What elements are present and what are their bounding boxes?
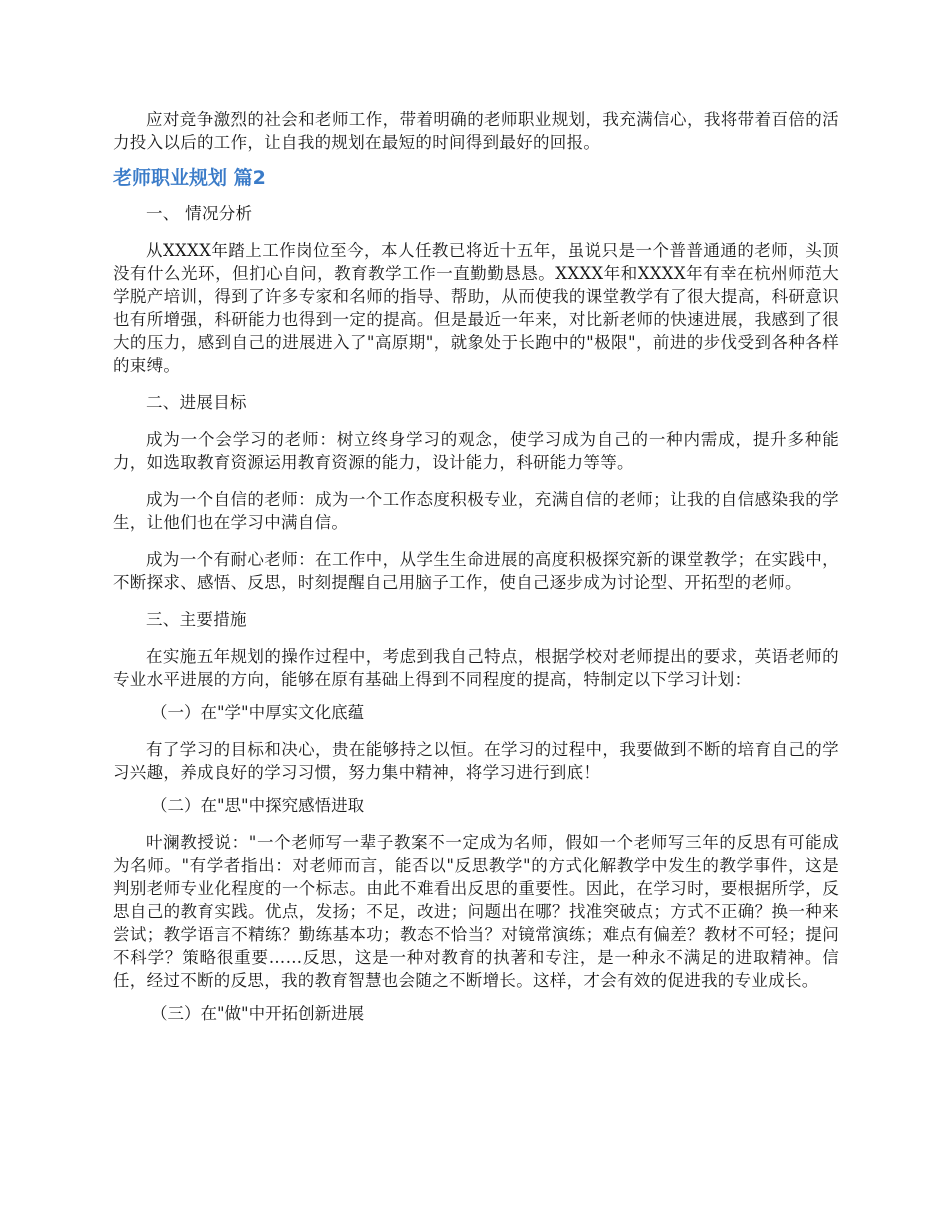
section-title-goals: 二、进展目标 <box>146 393 247 412</box>
paragraph-think: 叶澜教授说："一个老师写一辈子教案不一定成为名师，假如一个老师写三年的反思有可能成为名师。"有学者指出：对老师而言，能否以"反思教学"的方式化解教学中发生的教学事件，这是判别老师专业化程度的一个标志。由此不难看出反思的重要性。因此，在学习时，要根据所学，反思自己的教育实践。优点，发扬；不足，改进；问题出在哪？找准突破点；方式不正确？换一种来尝试；教学语言不精练？勤练基本功；教态不恰当？对镜常演练；难点有偏差？教材不可轻；提问不科学？策略很重要……反思，这是一种对教育的执著和专注，是一种永不满足的进取精神。信任，经过不断的反思，我的教育智慧也会随之不断增长。这样，才会有效的促进我的专业成长。 <box>113 833 839 990</box>
paragraph-learn: 有了学习的目标和决心，贵在能够持之以恒。在学习的过程中，我要做到不断的培育自己的学习兴趣，养成良好的学习习惯，努力集中精神，将学习进行到底！ <box>113 740 839 782</box>
paragraph-situation: 从XXXX年踏上工作岗位至今，本人任教已将近十五年，虽说只是一个普普通通的老师，头顶没有什么光环，但扪心自问，教育教学工作一直勤勤恳恳。XXXX年和XXXX年有幸在杭州师范大学脱产培训，得到了许多专家和名师的指导、帮助，从而使我的课堂教学有了很大提高，科研意识也有所增强，科研能力也得到一定的提高。但是最近一年来，对比新老师的快速进展，我感到了很大的压力，感到自己的进展进入了"高原期"，就象处于长跑中的"极限"，前进的步伐受到各种各样的束缚。 <box>113 241 839 375</box>
subsection-title-think: （二）在"思"中探究感悟进取 <box>150 796 365 815</box>
subsection-title-do: （三）在"做"中开拓创新进展 <box>150 1004 365 1023</box>
subsection-title-learn: （一）在"学"中厚实文化底蕴 <box>150 703 365 722</box>
section-heading: 老师职业规划 篇2 <box>113 167 266 189</box>
paragraph-goal-confident: 成为一个自信的老师：成为一个工作态度积极专业，充满自信的老师；让我的自信感染我的学生，让他们也在学习中满自信。 <box>113 490 839 532</box>
paragraph-goal-learning: 成为一个会学习的老师：树立终身学习的观念，使学习成为自己的一种内需成，提升多种能力，如选取教育资源运用教育资源的能力，设计能力，科研能力等等。 <box>113 430 839 472</box>
intro-paragraph: 应对竞争激烈的社会和老师工作，带着明确的老师职业规划，我充满信心，我将带着百倍的活力投入以后的工作，让自我的规划在最短的时间得到最好的回报。 <box>113 110 839 152</box>
section-title-measures: 三、主要措施 <box>146 610 247 629</box>
paragraph-measures: 在实施五年规划的操作过程中，考虑到我自己特点，根据学校对老师提出的要求，英语老师的专业水平进展的方向，能够在原有基础上得到不同程度的提高，特制定以下学习计划： <box>113 647 839 689</box>
document-page <box>113 108 839 1025</box>
section-title-situation: 一、 情况分析 <box>146 204 253 223</box>
paragraph-goal-patient: 成为一个有耐心老师：在工作中，从学生生命进展的高度积极探究新的课堂教学；在实践中，不断探求、感悟、反思，时刻提醒自己用脑子工作，使自己逐步成为讨论型、开拓型的老师。 <box>113 550 839 592</box>
